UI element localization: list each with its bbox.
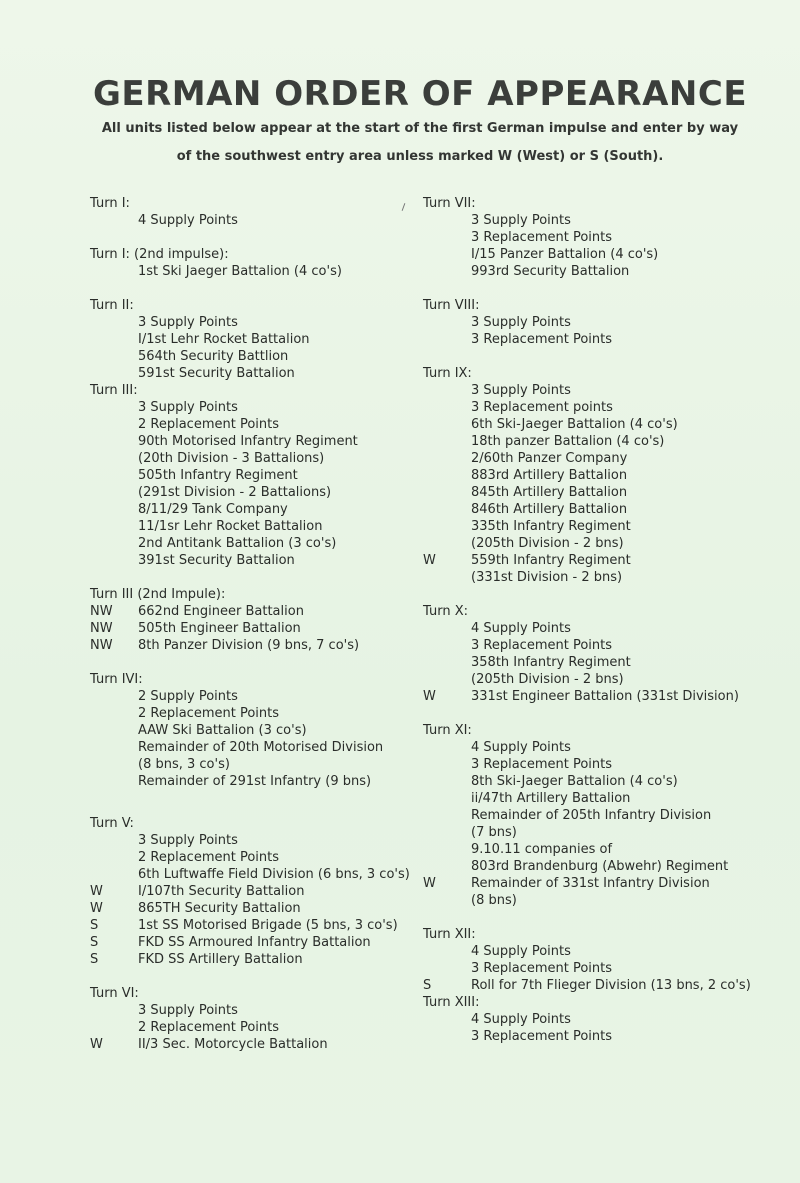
- unit-entry: [423, 484, 783, 501]
- unit-entry: [90, 535, 410, 552]
- turn-heading: Turn VII:: [423, 196, 476, 211]
- turn-section: [423, 926, 783, 994]
- section-spacer: [423, 348, 783, 365]
- unit-entry: [423, 246, 783, 263]
- entry-area-marker: NW: [90, 604, 113, 619]
- unit-entry: [423, 1011, 783, 1028]
- unit-entry: [90, 773, 410, 790]
- turn-section: [423, 365, 783, 603]
- unit-entry: [423, 552, 783, 569]
- unit-text: 2 Replacement Points: [138, 850, 280, 865]
- unit-entry: [90, 1036, 410, 1053]
- turn-heading: Turn III (2nd Impule):: [90, 587, 226, 602]
- unit-entry: [90, 433, 410, 450]
- unit-text: 846th Artillery Battalion: [471, 502, 628, 517]
- unit-entry: [90, 739, 410, 756]
- unit-entry: [423, 875, 783, 892]
- unit-text: Remainder of 291st Infantry (9 bns): [138, 774, 372, 789]
- unit-text: 8/11/29 Tank Company: [138, 502, 288, 517]
- turn-heading: Turn VI:: [90, 986, 139, 1001]
- entry-area-marker: W: [423, 876, 436, 891]
- unit-text: 4 Supply Points: [471, 740, 571, 755]
- unit-entry: [423, 229, 783, 246]
- turn-heading: Turn VIII:: [423, 298, 480, 313]
- unit-entry: [423, 518, 783, 535]
- entry-area-marker: NW: [90, 638, 113, 653]
- unit-text: 3 Supply Points: [138, 1003, 238, 1018]
- unit-text: 4 Supply Points: [471, 621, 571, 636]
- turn-heading: Turn III:: [90, 383, 138, 398]
- unit-text: 4 Supply Points: [471, 1012, 571, 1027]
- entry-area-marker: W: [90, 1037, 103, 1052]
- section-spacer: [423, 586, 783, 603]
- unit-text: 1st Ski Jaeger Battalion (4 co's): [138, 264, 342, 279]
- unit-text: 564th Security Battlion: [138, 349, 289, 364]
- turn-section: [90, 985, 410, 1053]
- unit-text: Roll for 7th Flieger Division (13 bns, 2 co's): [471, 978, 751, 993]
- unit-text: (291st Division - 2 Battalions): [138, 485, 332, 500]
- unit-text: 803rd Brandenburg (Abwehr) Regiment: [471, 859, 729, 874]
- unit-text: 993rd Security Battalion: [471, 264, 630, 279]
- entry-area-marker: W: [423, 553, 436, 568]
- unit-text: (20th Division - 3 Battalions): [138, 451, 325, 466]
- unit-text: 662nd Engineer Battalion: [138, 604, 304, 619]
- unit-text: 3 Replacement Points: [471, 1029, 613, 1044]
- unit-text: 2nd Antitank Battalion (3 co's): [138, 536, 337, 551]
- section-spacer: [90, 280, 410, 297]
- section-spacer: [90, 569, 410, 586]
- unit-text: 1st SS Motorised Brigade (5 bns, 3 co's): [138, 918, 398, 933]
- unit-entry: [90, 917, 410, 934]
- unit-text: II/3 Sec. Motorcycle Battalion: [138, 1037, 328, 1052]
- unit-entry: [423, 467, 783, 484]
- unit-text: Remainder of 331st Infantry Division: [471, 876, 710, 891]
- unit-text: AAW Ski Battalion (3 co's): [138, 723, 307, 738]
- entry-area-marker: W: [90, 901, 103, 916]
- unit-text: 845th Artillery Battalion: [471, 485, 628, 500]
- unit-entry: [423, 824, 783, 841]
- unit-entry: [90, 756, 410, 773]
- unit-entry: [90, 331, 410, 348]
- unit-entry: [90, 416, 410, 433]
- unit-entry: [423, 263, 783, 280]
- unit-entry: [90, 934, 410, 951]
- unit-entry: [90, 365, 410, 382]
- unit-text: 6th Luftwaffe Field Division (6 bns, 3 co's): [138, 867, 410, 882]
- subtitle-line-2: of the southwest entry area unless marked W (West) or S (South).: [176, 149, 664, 164]
- unit-entry: [423, 892, 783, 909]
- section-spacer: [423, 280, 783, 297]
- unit-text: 3 Supply Points: [471, 315, 571, 330]
- section-spacer: [90, 968, 410, 985]
- unit-text: 883rd Artillery Battalion: [471, 468, 628, 483]
- unit-text: 3 Supply Points: [138, 315, 238, 330]
- unit-entry: [90, 900, 410, 917]
- unit-entry: [90, 263, 410, 280]
- unit-entry: [423, 773, 783, 790]
- unit-text: 865TH Security Battalion: [138, 901, 301, 916]
- unit-entry: [423, 858, 783, 875]
- unit-entry: [90, 212, 410, 229]
- turn-heading: Turn I: (2nd impulse):: [90, 247, 229, 262]
- unit-entry: [423, 399, 783, 416]
- section-spacer: [423, 705, 783, 722]
- unit-text: (205th Division - 2 bns): [471, 536, 624, 551]
- unit-entry: [90, 501, 410, 518]
- turn-section: [90, 297, 410, 382]
- unit-text: (205th Division - 2 bns): [471, 672, 624, 687]
- unit-entry: [423, 212, 783, 229]
- unit-entry: [423, 960, 783, 977]
- unit-entry: [423, 569, 783, 586]
- unit-text: 2/60th Panzer Company: [471, 451, 628, 466]
- unit-entry: [423, 943, 783, 960]
- section-spacer: [90, 654, 410, 671]
- unit-text: Remainder of 205th Infantry Division: [471, 808, 712, 823]
- unit-text: 3 Replacement Points: [471, 230, 613, 245]
- entry-area-marker: S: [90, 935, 99, 950]
- right-column: [423, 195, 783, 1045]
- turn-section: [423, 994, 783, 1045]
- unit-text: 90th Motorised Infantry Regiment: [138, 434, 358, 449]
- section-spacer: [423, 909, 783, 926]
- entry-area-marker: NW: [90, 621, 113, 636]
- unit-entry: [423, 688, 783, 705]
- turn-heading: Turn X:: [423, 604, 468, 619]
- unit-entry: [423, 739, 783, 756]
- unit-text: 2 Replacement Points: [138, 1020, 280, 1035]
- unit-text: 505th Infantry Regiment: [138, 468, 298, 483]
- turn-section: [423, 603, 783, 722]
- turn-section: [90, 246, 410, 297]
- unit-entry: [90, 1002, 410, 1019]
- unit-text: 18th panzer Battalion (4 co's): [471, 434, 665, 449]
- unit-text: 505th Engineer Battalion: [138, 621, 301, 636]
- entry-area-marker: W: [90, 884, 103, 899]
- unit-entry: [90, 722, 410, 739]
- unit-entry: [90, 832, 410, 849]
- turn-section: [90, 671, 410, 815]
- unit-entry: [90, 518, 410, 535]
- entry-area-marker: W: [423, 689, 436, 704]
- unit-entry: [423, 977, 783, 994]
- unit-entry: [423, 382, 783, 399]
- turn-heading: Turn I:: [90, 196, 130, 211]
- unit-entry: [423, 450, 783, 467]
- unit-entry: [423, 535, 783, 552]
- unit-text: FKD SS Artillery Battalion: [138, 952, 303, 967]
- unit-text: 3 Replacement points: [471, 400, 613, 415]
- unit-text: 3 Supply Points: [471, 213, 571, 228]
- unit-entry: [423, 841, 783, 858]
- section-spacer: [90, 790, 410, 815]
- unit-text: 4 Supply Points: [138, 213, 238, 228]
- unit-entry: [423, 671, 783, 688]
- unit-entry: [90, 620, 410, 637]
- unit-entry: [90, 637, 410, 654]
- unit-text: 8th Ski-Jaeger Battalion (4 co's): [471, 774, 678, 789]
- unit-entry: [423, 433, 783, 450]
- unit-text: 11/1sr Lehr Rocket Battalion: [138, 519, 323, 534]
- unit-text: 391st Security Battalion: [138, 553, 295, 568]
- unit-text: (7 bns): [471, 825, 517, 840]
- unit-text: 2 Supply Points: [138, 689, 238, 704]
- unit-entry: [423, 807, 783, 824]
- unit-entry: [90, 1019, 410, 1036]
- unit-entry: [90, 866, 410, 883]
- turn-section: [90, 382, 410, 586]
- unit-entry: [423, 790, 783, 807]
- turn-heading: Turn XI:: [423, 723, 472, 738]
- unit-text: 2 Replacement Points: [138, 706, 280, 721]
- unit-entry: [90, 883, 410, 900]
- unit-text: 3 Replacement Points: [471, 332, 613, 347]
- unit-text: 3 Replacement Points: [471, 757, 613, 772]
- turn-heading: Turn IVI:: [90, 672, 143, 687]
- unit-entry: [90, 450, 410, 467]
- unit-text: I/107th Security Battalion: [138, 884, 305, 899]
- page-title: GERMAN ORDER OF APPEARANCE: [92, 74, 748, 114]
- unit-entry: [423, 654, 783, 671]
- unit-entry: [90, 951, 410, 968]
- unit-entry: [423, 637, 783, 654]
- turn-heading: Turn V:: [90, 816, 134, 831]
- unit-text: I/15 Panzer Battalion (4 co's): [471, 247, 659, 262]
- unit-entry: [423, 314, 783, 331]
- unit-entry: [90, 399, 410, 416]
- unit-text: I/1st Lehr Rocket Battalion: [138, 332, 310, 347]
- unit-text: (8 bns, 3 co's): [138, 757, 230, 772]
- unit-text: 335th Infantry Regiment: [471, 519, 631, 534]
- unit-text: Remainder of 20th Motorised Division: [138, 740, 384, 755]
- turn-heading: Turn IX:: [423, 366, 472, 381]
- turn-section: [90, 195, 410, 246]
- unit-entry: [423, 416, 783, 433]
- unit-entry: [90, 314, 410, 331]
- turn-heading: Turn XIII:: [423, 995, 480, 1010]
- unit-text: 591st Security Battalion: [138, 366, 295, 381]
- unit-text: FKD SS Armoured Infantry Battalion: [138, 935, 371, 950]
- unit-text: (8 bns): [471, 893, 517, 908]
- unit-entry: [90, 467, 410, 484]
- unit-text: 9.10.11 companies of: [471, 842, 613, 857]
- unit-text: 3 Supply Points: [471, 383, 571, 398]
- unit-entry: [423, 620, 783, 637]
- unit-entry: [423, 501, 783, 518]
- unit-text: 2 Replacement Points: [138, 417, 280, 432]
- turn-heading: Turn XII:: [423, 927, 476, 942]
- subtitle-line-1: All units listed below appear at the start of the first German impulse and enter by way: [101, 121, 739, 136]
- unit-entry: [90, 484, 410, 501]
- unit-text: 6th Ski-Jaeger Battalion (4 co's): [471, 417, 678, 432]
- turn-section: [90, 815, 410, 985]
- turn-heading: Turn II:: [90, 298, 134, 313]
- unit-text: 331st Engineer Battalion (331st Division): [471, 689, 739, 704]
- unit-text: 358th Infantry Regiment: [471, 655, 631, 670]
- unit-entry: [423, 1028, 783, 1045]
- unit-text: 3 Replacement Points: [471, 961, 613, 976]
- unit-text: 3 Supply Points: [138, 400, 238, 415]
- unit-text: 4 Supply Points: [471, 944, 571, 959]
- turn-section: [423, 297, 783, 365]
- unit-text: 3 Supply Points: [138, 833, 238, 848]
- unit-entry: [423, 331, 783, 348]
- left-column: [90, 195, 410, 1053]
- turn-section: [90, 586, 410, 671]
- unit-entry: [90, 849, 410, 866]
- unit-entry: [90, 705, 410, 722]
- entry-area-marker: S: [423, 978, 432, 993]
- section-spacer: [90, 229, 410, 246]
- unit-text: 559th Infantry Regiment: [471, 553, 631, 568]
- turn-section: [423, 195, 783, 297]
- unit-text: ii/47th Artillery Battalion: [471, 791, 631, 806]
- unit-entry: [90, 348, 410, 365]
- entry-area-marker: S: [90, 918, 99, 933]
- entry-area-marker: S: [90, 952, 99, 967]
- unit-text: (331st Division - 2 bns): [471, 570, 623, 585]
- unit-text: 3 Replacement Points: [471, 638, 613, 653]
- unit-text: 8th Panzer Division (9 bns, 7 co's): [138, 638, 360, 653]
- unit-entry: [423, 756, 783, 773]
- unit-entry: [90, 552, 410, 569]
- unit-entry: [90, 688, 410, 705]
- turn-section: [423, 722, 783, 926]
- unit-entry: [90, 603, 410, 620]
